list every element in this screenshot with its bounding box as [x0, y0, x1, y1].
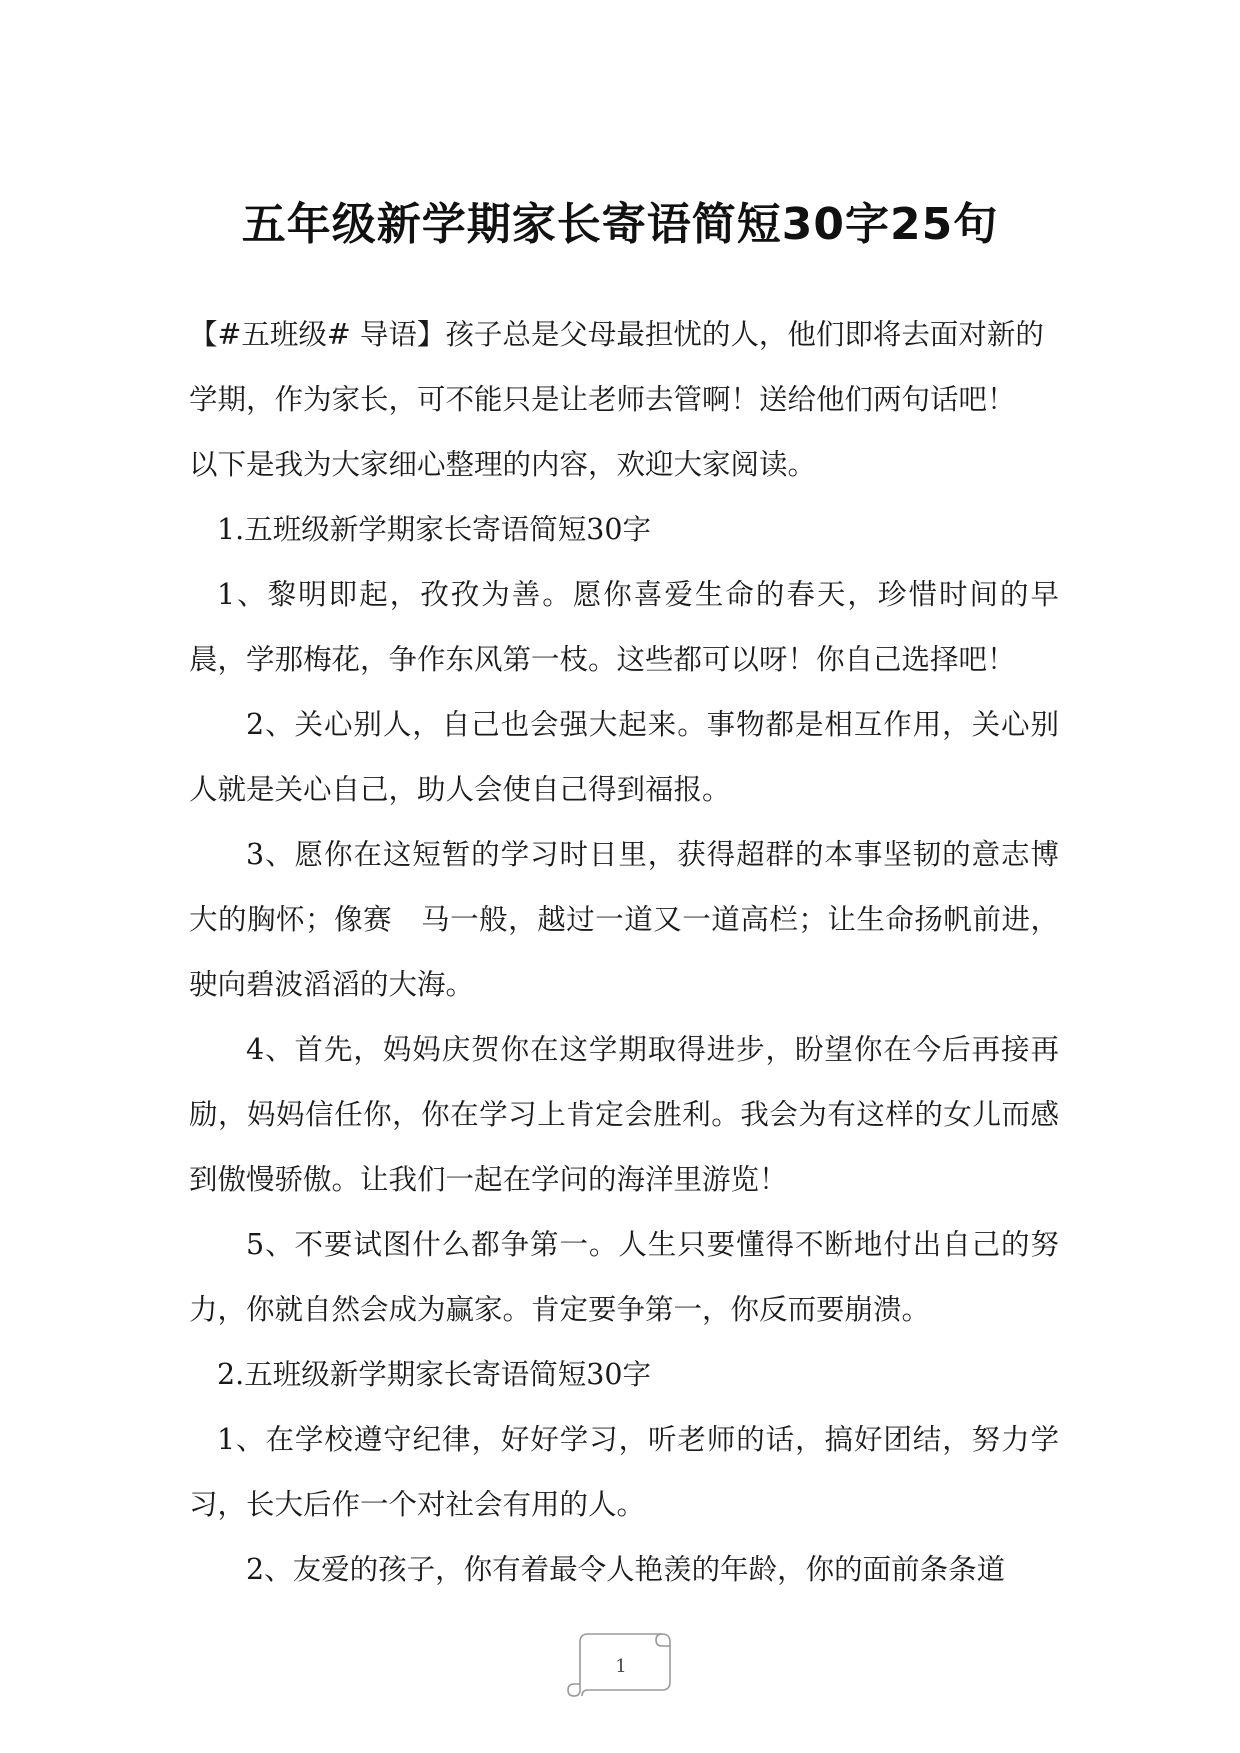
- document-title: 五年级新学期家长寄语简短30字25句: [241, 199, 999, 250]
- paragraph-item: 2、关心别人，自己也会强大起来。事物都是相互作用，关心别人就是关心自己，助人会使自己得到福报。: [189, 708, 1059, 806]
- intro-line: 学期，作为家长，可不能只是让老师去管啊！送给他们两句话吧！: [189, 383, 1016, 416]
- paragraph-item: 3、愿你在这短暂的学习时日里，获得超群的本事坚韧的意志博大的胸怀；像赛 马一般，越过一道又一道高栏；让生命扬帆前进，驶向碧波滔滔的大海。: [189, 838, 1059, 1001]
- section-heading: 2.五班级新学期家长寄语简短30字: [217, 1358, 651, 1391]
- page-number: 1: [615, 1656, 627, 1677]
- paragraph-item: 1、黎明即起，孜孜为善。愿你喜爱生命的春天，珍惜时间的早晨，学那梅花，争作东风第一枝。这些都可以呀！你自己选择吧！: [189, 578, 1059, 676]
- document-body: [189, 302, 1059, 1602]
- intro-line: 以下是我为大家细心整理的内容，欢迎大家阅读。: [189, 448, 817, 481]
- page-footer: [562, 1630, 680, 1700]
- paragraph-item: 5、不要试图什么都争第一。人生只要懂得不断地付出自己的努力，你就自然会成为赢家。肯定要争第一，你反而要崩溃。: [189, 1228, 1059, 1326]
- paragraph-item: 1、在学校遵守纪律，好好学习，听老师的话，搞好团结，努力学习，长大后作一个对社会有用的人。: [189, 1423, 1059, 1521]
- intro-line: 【#五班级# 导语】孩子总是父母最担忧的人，他们即将去面对新的: [189, 318, 1044, 351]
- section-heading: 1.五班级新学期家长寄语简短30字: [217, 513, 651, 546]
- paragraph-item: 4、首先，妈妈庆贺你在这学期取得进步，盼望你在今后再接再励，妈妈信任你，你在学习上肯定会胜利。我会为有这样的女儿而感到傲慢骄傲。让我们一起在学问的海洋里游览！: [189, 1033, 1059, 1196]
- paragraph-item: 2、友爱的孩子，你有着最令人艳羡的年龄，你的面前条条道: [246, 1553, 1006, 1586]
